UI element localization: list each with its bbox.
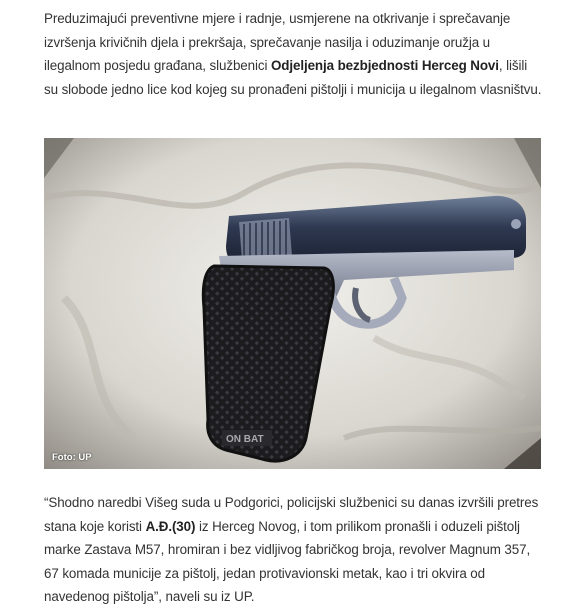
- quote-bold-initials: A.Đ.(30): [145, 518, 196, 534]
- intro-text-end: , lišili su slobode jedno lice kod kojeg su pronađeni pištolji i municija u ilegalnom vlasništvu.: [44, 58, 542, 97]
- pistol-slide-serrations: [239, 218, 292, 260]
- muzzle: [511, 219, 521, 229]
- intro-text-start: Preduzimajući preventivne mjere i radnje, usmjerene na otkrivanje i sprečavanje izvršenja krivičnih djela i prekršaja, sprečavanje nasilja i oduzimanje oružja u ilegalnom posjedu građana, službenici: [44, 11, 511, 73]
- quote-text-end: iz Herceg Novog, i tom prilikom pronašli i oduzeli pištolj marke Zastava M57, hromiran i bez vidljivog fabričkog broja, revolver Magnum 357, 67 komada municije za pištolj, jedan protivavionski metak, kao i tri okvira od navedenog pištolja”, naveli su iz UP.: [44, 518, 531, 604]
- intro-bold-department: Odjeljenja bezbjednosti Herceg Novi: [270, 58, 499, 73]
- article-paragraph-quote: [44, 491, 544, 609]
- article-paragraph-intro: [44, 7, 544, 101]
- article-photo[interactable]: [44, 138, 541, 469]
- quote-text-start: “Shodno naredbi Višeg suda u Podgorici, policijski službenici su danas izvršili pretres stana koje koristi: [44, 495, 539, 534]
- pistol-photo-illustration: [44, 138, 541, 469]
- photo-credit: Foto: UP: [52, 452, 92, 463]
- grip-text: ON BAT: [226, 434, 264, 445]
